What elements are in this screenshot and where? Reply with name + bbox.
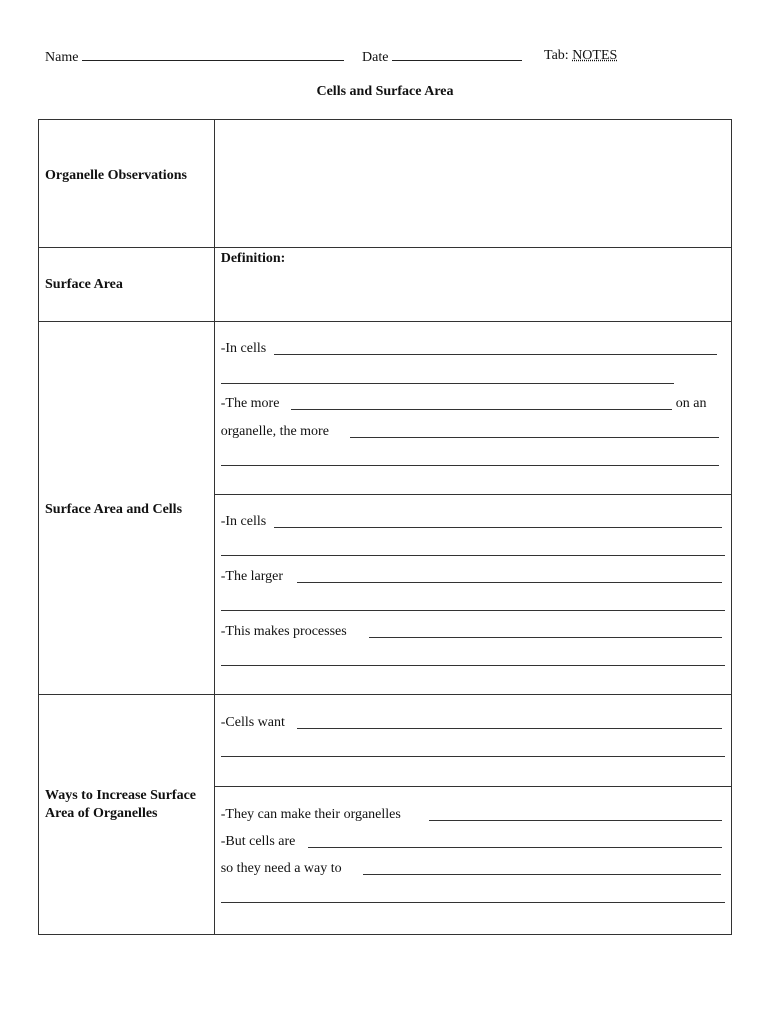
organelle-label-cell [39,120,215,248]
sac1-line1-text: -In cells [220,341,267,356]
sac2-blank1[interactable] [274,527,722,528]
row-organelle [39,120,732,248]
organelle-answer-cell[interactable] [214,120,731,248]
sac1-blank3[interactable] [291,409,672,410]
ways1-line1 [221,715,285,731]
date-label: Date [362,50,389,65]
ways2-line1-text: -They can make their organelles [220,807,401,822]
ways2-line1 [221,807,401,823]
sac2-blank5[interactable] [369,637,722,638]
sac2-line1-text: -In cells [220,514,267,529]
ways1-line1-text: -Cells want [220,715,285,730]
page-title: Cells and Surface Area [316,84,454,99]
row-surface-area [39,248,732,322]
ways2-blank2[interactable] [308,847,722,848]
sac2-line5-text: -This makes processes [220,624,347,639]
sac1-blank2[interactable] [221,383,674,384]
sac1-line3 [221,396,280,412]
surface-area-label-cell [39,248,215,322]
name-blank[interactable] [82,48,344,61]
ways-label: Ways to Increase Surface Area of Organelles [45,788,196,821]
date-blank[interactable] [392,48,522,61]
sac2-line5 [221,624,347,640]
ways-block2[interactable] [214,787,731,935]
row-surface-area-cells-a [39,322,732,495]
sac1-line4 [221,424,329,440]
sac1-blank5[interactable] [221,465,719,466]
sac1-blank1[interactable] [274,354,717,355]
ways2-blank4[interactable] [221,902,725,903]
worksheet-table [38,119,732,935]
ways-block1[interactable] [214,695,731,787]
ways2-line2-text: -But cells are [220,834,296,849]
surface-area-cells-label-cell [39,322,215,695]
sac1-line3-end: on an [675,396,707,411]
sac1-line1 [221,341,266,357]
surface-area-cells-label: Surface Area and Cells [45,502,183,517]
surface-area-answer-cell[interactable] [214,248,731,322]
organelle-label: Organelle Observations [45,168,187,183]
date-field[interactable] [362,48,522,66]
sac1-line4-text: organelle, the more [220,424,329,439]
row-ways-a [39,695,732,787]
name-field[interactable] [45,48,344,66]
ways1-blank2[interactable] [221,756,725,757]
sac2-line3 [221,569,283,585]
tab-value: NOTES [572,48,618,63]
sac2-blank4[interactable] [221,610,725,611]
sac2-line3-text: -The larger [220,569,284,584]
ways2-line3-text: so they need a way to [220,861,342,876]
ways-label-cell [39,695,215,935]
ways1-blank1[interactable] [297,728,722,729]
sac2-blank2[interactable] [221,555,725,556]
ways2-line2 [221,834,296,850]
sac2-line1 [221,514,266,530]
surface-area-cells-block1[interactable] [214,322,731,495]
sac1-blank4[interactable] [350,437,719,438]
sac2-blank3[interactable] [297,582,722,583]
surface-area-cells-block2[interactable] [214,495,731,695]
ways2-blank1[interactable] [429,820,722,821]
ways2-line3 [221,861,342,877]
tab-label: Tab: [544,48,569,63]
tab-field [544,48,617,64]
sac1-line3-text: -The more [220,396,280,411]
ways2-blank3[interactable] [363,874,721,875]
definition-label: Definition: [220,251,286,266]
name-label: Name [45,50,79,65]
surface-area-label: Surface Area [45,277,123,292]
sac2-blank6[interactable] [221,665,725,666]
